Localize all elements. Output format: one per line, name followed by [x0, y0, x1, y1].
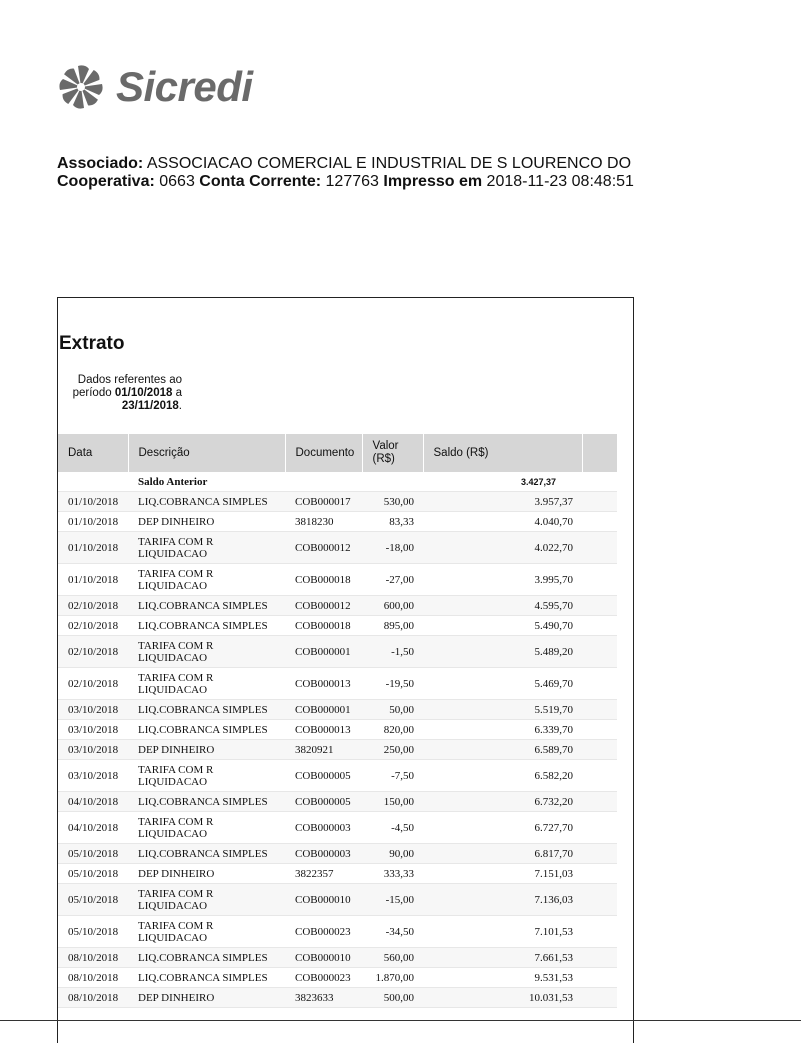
cell-balance: 4.040,70	[423, 512, 582, 532]
extrato-panel	[57, 297, 634, 1043]
cell-document: COB000012	[285, 596, 362, 616]
row-spacer	[582, 760, 617, 792]
cell-date: 05/10/2018	[58, 916, 128, 948]
cell-balance: 6.727,70	[423, 812, 582, 844]
table-row	[58, 792, 617, 812]
cell-balance: 5.469,70	[423, 668, 582, 700]
col-header-valor: Valor (R$)	[362, 434, 423, 472]
cell-document: COB000018	[285, 564, 362, 596]
cell-description: DEP DINHEIRO	[128, 864, 285, 884]
col-header-saldo: Saldo (R$)	[423, 434, 582, 472]
cell-value: 500,00	[362, 988, 423, 1008]
row-spacer	[582, 720, 617, 740]
cell-value: 333,33	[362, 864, 423, 884]
cell-balance: 5.490,70	[423, 616, 582, 636]
cell-balance: 6.582,20	[423, 760, 582, 792]
conta-value: 127763	[325, 173, 379, 190]
row-spacer	[582, 740, 617, 760]
cell-description: TARIFA COM R LIQUIDACAO	[128, 636, 285, 668]
cell-description: TARIFA COM R LIQUIDACAO	[128, 812, 285, 844]
cell-description: TARIFA COM R LIQUIDACAO	[128, 760, 285, 792]
associado-line	[57, 155, 634, 173]
table-row	[58, 740, 617, 760]
table-row	[58, 636, 617, 668]
cell-document: COB000010	[285, 884, 362, 916]
table-row	[58, 968, 617, 988]
sicredi-symbol-icon	[56, 62, 106, 112]
period-end: 23/11/2018	[121, 400, 179, 412]
cell-balance: 3.995,70	[423, 564, 582, 596]
cell-value: 600,00	[362, 596, 423, 616]
period-mid: a	[175, 387, 182, 399]
cell-description: TARIFA COM R LIQUIDACAO	[128, 668, 285, 700]
cell-value: 530,00	[362, 492, 423, 512]
cell-description: LIQ.COBRANCA SIMPLES	[128, 968, 285, 988]
row-spacer	[582, 700, 617, 720]
statement-table	[58, 434, 618, 1008]
cell-value: -18,00	[362, 532, 423, 564]
cell-value: 90,00	[362, 844, 423, 864]
account-header	[57, 155, 634, 191]
cell-balance: 4.595,70	[423, 596, 582, 616]
cell-date: 08/10/2018	[58, 988, 128, 1008]
sicredi-logo	[56, 62, 253, 112]
cell-document: COB000012	[285, 532, 362, 564]
table-row	[58, 812, 617, 844]
cell-document: COB000003	[285, 844, 362, 864]
cell-balance: 7.661,53	[423, 948, 582, 968]
row-spacer	[582, 492, 617, 512]
cell-value: -19,50	[362, 668, 423, 700]
table-row	[58, 532, 617, 564]
cell-document: COB000001	[285, 700, 362, 720]
col-header-spacer	[582, 434, 617, 472]
cell-date: 02/10/2018	[58, 668, 128, 700]
cell-document: COB000005	[285, 792, 362, 812]
cell-description: LIQ.COBRANCA SIMPLES	[128, 492, 285, 512]
period-suffix: .	[178, 400, 182, 412]
table-row	[58, 884, 617, 916]
table-row	[58, 988, 617, 1008]
brand-name: Sicredi	[116, 63, 253, 110]
cell-description: LIQ.COBRANCA SIMPLES	[128, 720, 285, 740]
cell-date: 03/10/2018	[58, 700, 128, 720]
cell-date: 01/10/2018	[58, 532, 128, 564]
cell-date: 02/10/2018	[58, 596, 128, 616]
table-row	[58, 564, 617, 596]
extrato-title: Extrato	[59, 333, 125, 354]
cell-description: TARIFA COM R LIQUIDACAO	[128, 532, 285, 564]
account-line	[57, 173, 634, 191]
cell-document: COB000013	[285, 668, 362, 700]
cell-value: 820,00	[362, 720, 423, 740]
row-spacer	[582, 988, 617, 1008]
cell-value: 83,33	[362, 512, 423, 532]
row-spacer	[582, 948, 617, 968]
cell-value: -7,50	[362, 760, 423, 792]
table-row	[58, 760, 617, 792]
page-divider	[0, 1020, 801, 1021]
saldo-anterior-date	[58, 472, 128, 492]
cell-description: TARIFA COM R LIQUIDACAO	[128, 564, 285, 596]
saldo-anterior-row	[58, 472, 617, 492]
cell-date: 05/10/2018	[58, 864, 128, 884]
table-row	[58, 616, 617, 636]
cooperativa-label: Cooperativa:	[57, 173, 155, 190]
cell-date: 03/10/2018	[58, 760, 128, 792]
cell-balance: 6.589,70	[423, 740, 582, 760]
cell-date: 01/10/2018	[58, 564, 128, 596]
cell-value: 250,00	[362, 740, 423, 760]
cell-balance: 4.022,70	[423, 532, 582, 564]
cell-description: LIQ.COBRANCA SIMPLES	[128, 792, 285, 812]
col-header-descricao: Descrição	[128, 434, 285, 472]
cell-description: TARIFA COM R LIQUIDACAO	[128, 884, 285, 916]
cell-description: LIQ.COBRANCA SIMPLES	[128, 616, 285, 636]
row-spacer	[582, 564, 617, 596]
cell-document: COB000013	[285, 720, 362, 740]
period-prefix: Dados referentes ao período	[72, 374, 182, 399]
table-row	[58, 512, 617, 532]
table-row	[58, 700, 617, 720]
cell-document: 3823633	[285, 988, 362, 1008]
cell-date: 04/10/2018	[58, 812, 128, 844]
row-spacer	[582, 812, 617, 844]
table-row	[58, 668, 617, 700]
cell-value: 150,00	[362, 792, 423, 812]
row-spacer	[582, 864, 617, 884]
cell-date: 02/10/2018	[58, 636, 128, 668]
col-header-documento: Documento	[285, 434, 362, 472]
saldo-anterior-valor	[362, 472, 423, 492]
cell-document: 3822357	[285, 864, 362, 884]
cell-balance: 6.817,70	[423, 844, 582, 864]
table-header-row	[58, 434, 617, 472]
cell-description: LIQ.COBRANCA SIMPLES	[128, 700, 285, 720]
cell-date: 05/10/2018	[58, 884, 128, 916]
cell-description: DEP DINHEIRO	[128, 988, 285, 1008]
row-spacer	[582, 844, 617, 864]
cell-value: -4,50	[362, 812, 423, 844]
row-spacer	[582, 616, 617, 636]
associado-value: ASSOCIACAO COMERCIAL E INDUSTRIAL DE S LOURENCO DO	[146, 155, 632, 172]
cell-value: -27,00	[362, 564, 423, 596]
cell-balance: 7.101,53	[423, 916, 582, 948]
cell-balance: 9.531,53	[423, 968, 582, 988]
row-spacer	[582, 596, 617, 616]
row-spacer	[582, 884, 617, 916]
cell-description: TARIFA COM R LIQUIDACAO	[128, 916, 285, 948]
cell-document: COB000023	[285, 968, 362, 988]
cell-date: 08/10/2018	[58, 948, 128, 968]
cell-date: 03/10/2018	[58, 740, 128, 760]
period-info	[64, 374, 182, 413]
cell-description: DEP DINHEIRO	[128, 512, 285, 532]
cell-balance: 3.957,37	[423, 492, 582, 512]
cell-document: COB000010	[285, 948, 362, 968]
cell-balance: 6.339,70	[423, 720, 582, 740]
cell-balance: 5.489,20	[423, 636, 582, 668]
cell-document: COB000017	[285, 492, 362, 512]
cell-document: COB000018	[285, 616, 362, 636]
cell-value: -1,50	[362, 636, 423, 668]
cell-document: COB000003	[285, 812, 362, 844]
cell-document: COB000023	[285, 916, 362, 948]
cell-balance: 6.732,20	[423, 792, 582, 812]
saldo-anterior-value: 3.427,37	[423, 472, 582, 492]
row-spacer	[582, 472, 617, 492]
table-row	[58, 916, 617, 948]
table-row	[58, 948, 617, 968]
cell-value: -34,50	[362, 916, 423, 948]
row-spacer	[582, 916, 617, 948]
saldo-anterior-doc	[285, 472, 362, 492]
row-spacer	[582, 532, 617, 564]
associado-label: Associado:	[57, 155, 144, 172]
row-spacer	[582, 512, 617, 532]
cell-date: 03/10/2018	[58, 720, 128, 740]
cell-value: 1.870,00	[362, 968, 423, 988]
cell-date: 01/10/2018	[58, 492, 128, 512]
cell-description: LIQ.COBRANCA SIMPLES	[128, 948, 285, 968]
table-row	[58, 720, 617, 740]
saldo-anterior-label: Saldo Anterior	[128, 472, 285, 492]
col-header-data: Data	[58, 434, 128, 472]
cell-document: COB000005	[285, 760, 362, 792]
cooperativa-value: 0663	[159, 173, 195, 190]
cell-value: -15,00	[362, 884, 423, 916]
impresso-value: 2018-11-23 08:48:51	[486, 173, 634, 190]
cell-description: DEP DINHEIRO	[128, 740, 285, 760]
impresso-label: Impresso em	[383, 173, 483, 190]
table-row	[58, 844, 617, 864]
cell-description: LIQ.COBRANCA SIMPLES	[128, 844, 285, 864]
cell-value: 50,00	[362, 700, 423, 720]
cell-balance: 7.151,03	[423, 864, 582, 884]
row-spacer	[582, 968, 617, 988]
cell-balance: 7.136,03	[423, 884, 582, 916]
row-spacer	[582, 668, 617, 700]
cell-value: 895,00	[362, 616, 423, 636]
cell-value: 560,00	[362, 948, 423, 968]
table-row	[58, 864, 617, 884]
cell-date: 01/10/2018	[58, 512, 128, 532]
cell-document: 3820921	[285, 740, 362, 760]
cell-document: COB000001	[285, 636, 362, 668]
conta-label: Conta Corrente:	[199, 173, 322, 190]
cell-date: 02/10/2018	[58, 616, 128, 636]
cell-document: 3818230	[285, 512, 362, 532]
cell-date: 08/10/2018	[58, 968, 128, 988]
cell-date: 04/10/2018	[58, 792, 128, 812]
cell-date: 05/10/2018	[58, 844, 128, 864]
cell-balance: 5.519,70	[423, 700, 582, 720]
row-spacer	[582, 792, 617, 812]
cell-balance: 10.031,53	[423, 988, 582, 1008]
cell-description: LIQ.COBRANCA SIMPLES	[128, 596, 285, 616]
table-row	[58, 596, 617, 616]
row-spacer	[582, 636, 617, 668]
period-start: 01/10/2018	[114, 387, 173, 399]
table-row	[58, 492, 617, 512]
